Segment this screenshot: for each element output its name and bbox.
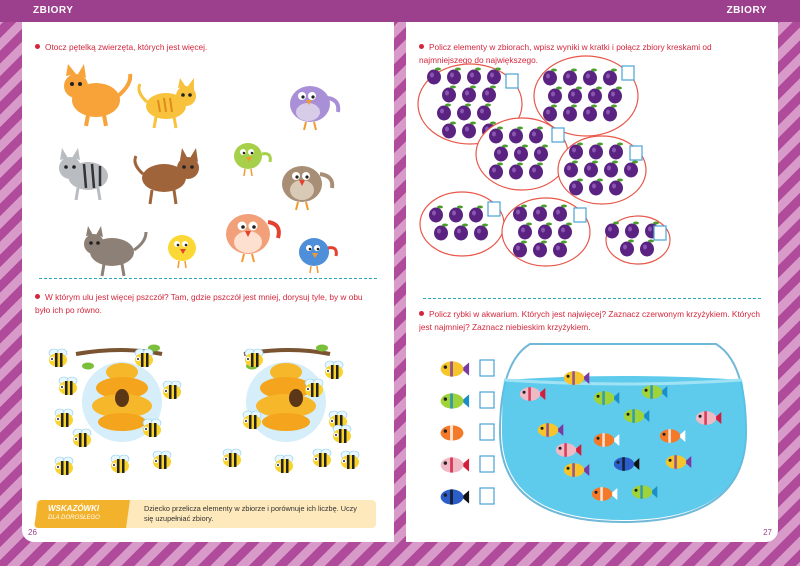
fish-icon[interactable] [441, 489, 470, 504]
answer-box[interactable] [488, 202, 500, 216]
bee-icon[interactable] [243, 411, 261, 429]
aquarium-illustration[interactable] [406, 342, 778, 542]
bird-icon[interactable] [299, 238, 336, 273]
bee-icon[interactable] [305, 379, 323, 397]
bird-icon[interactable] [290, 86, 338, 130]
section-title-right: ZBIORY [726, 5, 767, 16]
answer-box[interactable] [480, 488, 494, 504]
bee-icon[interactable] [245, 349, 263, 367]
bird-icon[interactable] [168, 235, 196, 268]
bullet-icon [35, 294, 40, 299]
tips-text: Dziecko przelicza elementy w zbiorze i porównuje ich liczbę. Uczy się uzupełniać zbiory. [144, 504, 357, 523]
plum-sets-illustration[interactable] [406, 22, 778, 262]
fish-icon[interactable] [441, 393, 470, 408]
plum-set[interactable] [420, 192, 504, 256]
section-title-left: ZBIORY [33, 5, 74, 16]
answer-box[interactable] [480, 360, 494, 376]
page-number-right: 27 [763, 528, 772, 537]
task-text: Policz elementy w zbiorach, wpisz wyniki w kratki i połącz zbiory kreskami od najmniejszego do największego. [419, 42, 712, 65]
bee-icon[interactable] [73, 429, 91, 447]
cat-icon[interactable] [59, 148, 108, 200]
cat-icon[interactable] [139, 78, 196, 128]
fish-icon[interactable] [441, 425, 470, 440]
bee-icon[interactable] [143, 419, 161, 437]
tips-box [36, 500, 376, 528]
fish-icon[interactable] [441, 361, 470, 376]
answer-box[interactable] [480, 456, 494, 472]
bee-icon[interactable] [135, 349, 153, 367]
cat-icon[interactable] [135, 148, 199, 204]
bird-icon[interactable] [282, 166, 332, 210]
plum-icon [605, 222, 619, 239]
divider [423, 298, 761, 299]
bee-icon[interactable] [111, 455, 129, 473]
task-fish-instruction [419, 308, 764, 333]
bee-icon[interactable] [275, 455, 293, 473]
bullet-icon [419, 311, 424, 316]
plum-set[interactable] [605, 216, 670, 264]
task-text: Otocz pętelką zwierzęta, których jest więcej. [45, 42, 208, 52]
cat-icon[interactable] [84, 226, 146, 276]
answer-box[interactable] [506, 74, 518, 88]
bee-icon[interactable] [153, 451, 171, 469]
bee-icon[interactable] [325, 361, 343, 379]
beehives-illustration[interactable] [22, 332, 394, 502]
plum-sets-layer [418, 56, 670, 266]
animals-illustration[interactable] [22, 22, 394, 262]
answer-box[interactable] [480, 392, 494, 408]
plum-set[interactable] [476, 118, 568, 190]
task-bees-instruction [35, 291, 365, 316]
fish-icon[interactable] [441, 457, 470, 472]
task-text: Policz rybki w akwarium. Których jest najwięcej? Zaznacz czerwonym krzyżykiem. Których jest najmniej? Zaznacz niebieskim krzyżykiem. [419, 309, 761, 332]
right-page [406, 22, 778, 542]
bee-icon[interactable] [49, 349, 67, 367]
bird-icon[interactable] [234, 143, 270, 176]
bee-icon[interactable] [163, 381, 181, 399]
answer-box[interactable] [630, 146, 642, 160]
bee-icon[interactable] [333, 425, 351, 443]
left-page [22, 22, 394, 542]
bee-icon[interactable] [313, 449, 331, 467]
plum-set[interactable] [502, 198, 590, 266]
fishbowl-icon[interactable] [500, 344, 746, 522]
cat-icon[interactable] [64, 64, 130, 126]
answer-box[interactable] [622, 66, 634, 80]
bee-icon[interactable] [341, 451, 359, 469]
plum-set[interactable] [558, 136, 646, 204]
tips-subtitle: DLA DOROSŁEGO [48, 515, 100, 521]
answer-box[interactable] [552, 128, 564, 142]
answer-box[interactable] [574, 208, 586, 222]
bird-icon[interactable] [226, 214, 279, 262]
bee-icon[interactable] [223, 449, 241, 467]
plum-icon [427, 68, 441, 85]
page-number-left: 26 [28, 528, 37, 537]
plum-set[interactable] [534, 56, 638, 136]
task-text: W którym ulu jest więcej pszczół? Tam, gdzie pszczół jest mniej, dorysuj tyle, by w obu było ich po równo. [35, 292, 363, 315]
answer-box[interactable] [480, 424, 494, 440]
divider [39, 278, 377, 279]
tips-title: WSKAZÓWKI [48, 504, 100, 513]
bee-icon[interactable] [55, 409, 73, 427]
answer-box[interactable] [654, 226, 666, 240]
header-bar [0, 0, 800, 22]
bee-icon[interactable] [59, 377, 77, 395]
bee-icon[interactable] [55, 457, 73, 475]
